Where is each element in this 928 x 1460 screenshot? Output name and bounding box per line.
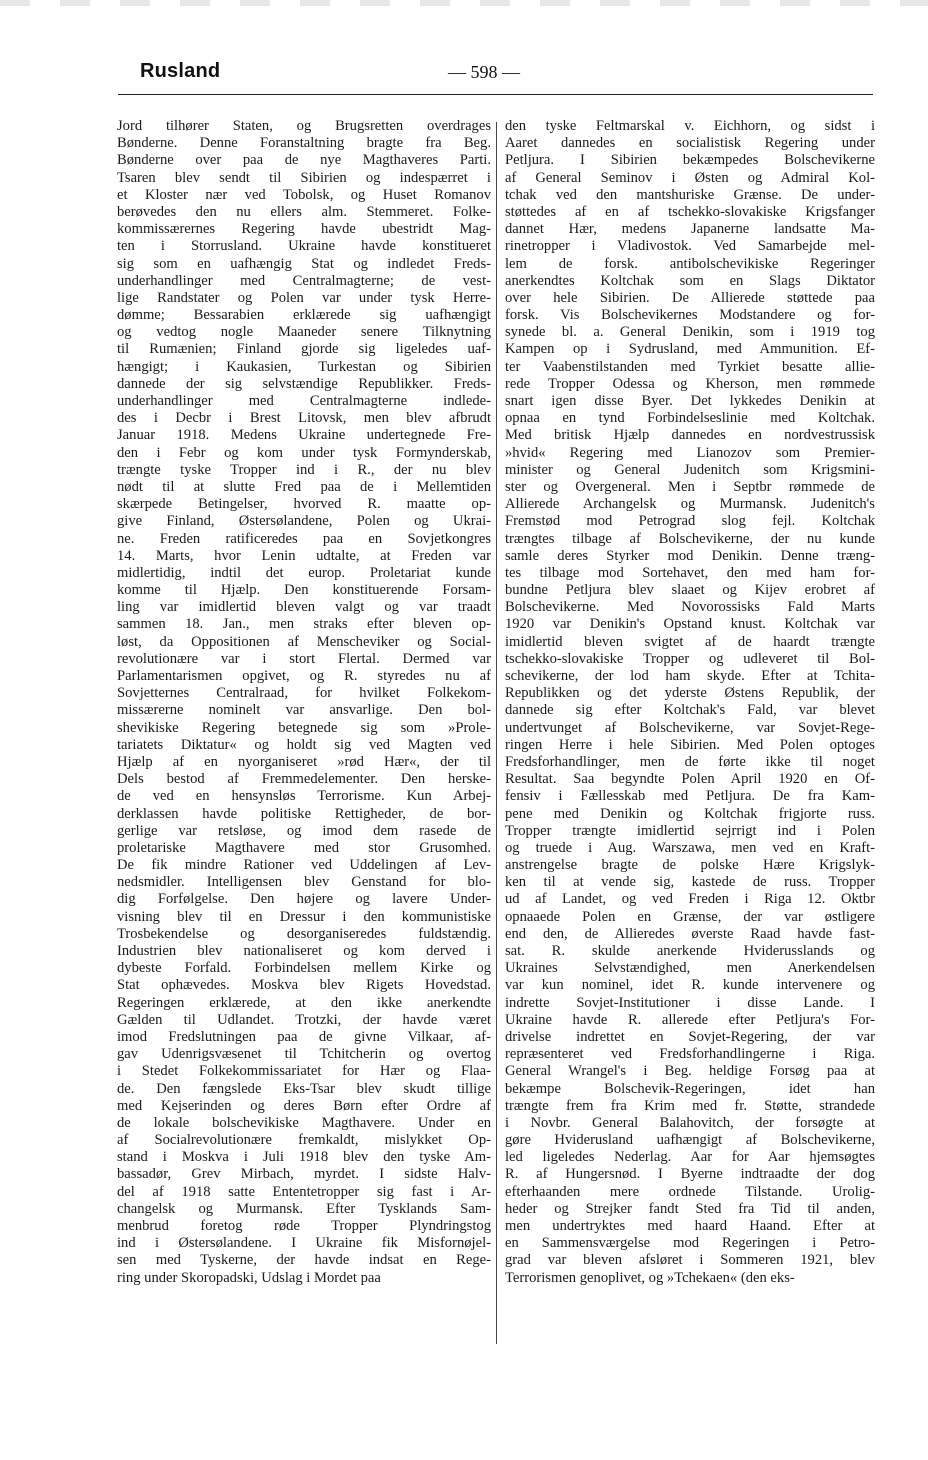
text-line: Tsaren blev sendt til Sibirien og indespærret i: [117, 169, 491, 186]
text-line: tes tilbage mod Sortehavet, den med ham for-: [505, 564, 875, 581]
text-line: ud af Landet, og ved Freden i Riga 12. Oktbr: [505, 891, 875, 908]
text-line: og vedtog nogle Maaneder senere Tilknytning: [117, 324, 491, 341]
text-line: Industrien blev nationaliseret og kom derved i: [117, 943, 491, 959]
text-line: midlertidig, indtil det europ. Proletariat kunde: [117, 564, 491, 581]
text-line: Med britisk Hjælp dannedes en nordvestrussisk: [505, 427, 875, 444]
text-line: shevikiske Regering betegnede sig som »Prole-: [117, 719, 491, 736]
text-line: de ved en hensynsløs Terrorisme. Kun Arbej-: [117, 788, 491, 805]
text-line: R. af Hungersnød. I Byerne indtraadte der dog: [505, 1166, 875, 1183]
header-rule: [118, 94, 873, 95]
text-line: del af 1918 satte Ententetropper sig fast i Ar-: [117, 1183, 491, 1200]
text-line: end den, de Allieredes øverste Raad havde fast-: [505, 925, 875, 942]
text-line: Ukraine havde R. allerede efter Petljura's For-: [505, 1011, 875, 1028]
text-line: Ukraines Selvstændighed, men Anerkendelsen: [505, 960, 875, 977]
text-line: bassadør, Grev Mirbach, myrdet. I sidste Halv-: [117, 1166, 491, 1183]
text-line: dannet Hær, medens Japanerne landsatte Ma-: [505, 221, 875, 238]
text-line: bekæmpe Bolschevik-Regeringen, idet han: [505, 1080, 875, 1097]
text-line: med Kejserinden og deres Børn efter Ordre af: [117, 1097, 491, 1114]
text-line: tschekko-slovakiske Tropper og udleveret til Bol-: [505, 650, 875, 667]
text-line: synede bl. a. General Denikin, som i 1919 tog: [505, 324, 875, 341]
text-line: »hvid« Regering med Lianozov som Premier-: [505, 444, 875, 461]
text-line: heder og Strejker fandt Sted fra Tid til anden,: [505, 1200, 875, 1217]
right-text-column: [505, 118, 875, 1287]
text-line: støttedes af en af tschekko-slovakiske Krigsfanger: [505, 203, 875, 220]
text-line: Petljura. I Sibirien bekæmpedes Bolschevikerne: [505, 152, 875, 169]
text-line: Jord tilhører Staten, og Brugsretten overdrages: [117, 118, 491, 134]
text-line: sammen 18. Jan., men straks efter bleven op-: [117, 616, 491, 633]
text-line: ind i Østersølandene. I Ukraine fik Misfornøjel-: [117, 1235, 491, 1252]
text-line: Januar 1918. Medens Ukraine undertegnede Fre-: [117, 427, 491, 444]
text-line: missærerne nominelt var ansvarlige. Den bol-: [117, 702, 491, 719]
text-line: de. Den fængslede Eks-Tsar blev skudt tillige: [117, 1080, 491, 1097]
text-line: ter Vaabenstilstanden med Tyrkiet besatte allie-: [505, 358, 875, 375]
text-line: trængte frem fra Krim med fr. Støtte, strandede: [505, 1097, 875, 1114]
text-line: Resultat. Saa begyndte Polen April 1920 en Of-: [505, 771, 875, 788]
text-line: hængigt; i Kaukasien, Turkestan og Sibirien: [117, 358, 491, 375]
text-line: snart igen disse Byer. Det lykkedes Denikin at: [505, 393, 875, 409]
text-line: dømme; Bessarabien erklærede sig uafhængigt: [117, 307, 491, 324]
text-line: Bønderne over paa de nye Magthaveres Parti.: [117, 152, 491, 169]
text-line: Hjælp af en nyorganiseret »rød Hær«, der til: [117, 753, 491, 770]
text-line: berøvedes den nu ellers alm. Stemmeret. Folke-: [117, 203, 491, 220]
text-line: ringen Herre i hele Sibirien. Med Polen optoges: [505, 736, 875, 753]
left-text-column: [117, 118, 491, 1287]
text-line: imidlertid bleven svigtet af de haardt trængte: [505, 633, 875, 650]
text-line: Trosbekendelse og desorganiseredes fuldstændig.: [117, 925, 491, 942]
text-line: Regeringen erklærede, at den ikke anerkendte: [117, 994, 491, 1011]
text-line: de lokale bolschevikiske Magthavere. Under en: [117, 1114, 491, 1131]
text-line: 14. Marts, hvor Lenin udtalte, at Freden var: [117, 547, 491, 564]
text-line: Fredsforhandlinger, men de førte ikke til noget: [505, 753, 875, 770]
text-line: give Finland, Østersølandene, Polen og Ukrai-: [117, 513, 491, 530]
text-line: Tropper trængte imidlertid sejrrigt ind i Polen: [505, 822, 875, 839]
text-line: revolutionære var i stort Flertal. Dermed var: [117, 650, 491, 667]
text-line: stand i Moskva i Juli 1918 blev den tyske Am-: [117, 1149, 491, 1166]
text-line: ken til at vende sig, kastede de russ. Tropper: [505, 874, 875, 891]
text-line: den tyske Feltmarskal v. Eichhorn, og sidst i: [505, 118, 875, 134]
text-line: opnaaede Polen en Grænse, der var østligere: [505, 908, 875, 925]
text-line: Allierede Archangelsk og Murmansk. Judenitch's: [505, 496, 875, 513]
text-line: proletariske Magthavere med stor Grusomhed.: [117, 839, 491, 856]
page-header: [118, 58, 873, 94]
text-line: dannede sig efter Koltchak's Fald, var blevet: [505, 702, 875, 719]
text-line: kommissærernes Regering havde ubestridt Mag-: [117, 221, 491, 238]
text-line: Fremstød mod Petrograd slog fejl. Koltchak: [505, 513, 875, 530]
text-line: ling var imidlertid bleven valgt og var traadt: [117, 599, 491, 616]
page-number: — 598 —: [448, 62, 520, 82]
text-line: opnaa en tynd Forbindelseslinie med Koltchak.: [505, 410, 875, 427]
text-line: men undertryktes med haard Haand. Efter at: [505, 1218, 875, 1234]
text-line: dybeste Forfald. Forbindelsen mellem Kirke og: [117, 960, 491, 977]
text-line: bundne Petljura blev slaaet og Kijev erobret af: [505, 582, 875, 599]
text-line: i Novbr. General Balahovitch, der forsøgte at: [505, 1114, 875, 1131]
text-line: dig Forfølgelse. Den højere og lavere Under-: [117, 891, 491, 908]
text-line: ne. Freden ratificeredes paa en Sovjetkongres: [117, 530, 491, 547]
text-line: skærpede Betingelser, hvorved R. maatte op-: [117, 496, 491, 513]
text-line: undertvunget af Bolschevikerne, var Sovjet-Rege-: [505, 719, 875, 736]
text-line: trængtes tilbage af Bolschevikerne, der nu kunde: [505, 530, 875, 547]
text-line: og truede i Aug. Warszawa, men ved en Kraft-: [505, 839, 875, 856]
text-line: Dels bestod af Fremmedelementer. Den herske-: [117, 771, 491, 788]
text-line: Parlamentarismen opgivet, og R. styredes nu af: [117, 668, 491, 684]
text-line: minister og General Judenitch som Krigsmini-: [505, 461, 875, 478]
text-line: trængte tyske Tropper ind i R., der nu blev: [117, 461, 491, 478]
text-line: Stat ophævedes. Moskva blev Rigets Hovedstad.: [117, 977, 491, 994]
text-line: af Socialrevolutionære fremkaldt, mislykket Op-: [117, 1132, 491, 1149]
text-line: Kampen op i Sydrusland, med Ammunition. Ef-: [505, 341, 875, 358]
text-line: var kun nominel, idet R. kunde intervenere og: [505, 977, 875, 994]
text-line: nedsmidler. Intelligensen blev Genstand for blo-: [117, 874, 491, 891]
text-line: den i Febr og kom under tysk Formynderskab,: [117, 444, 491, 461]
text-line: drivelse indrettet en Sovjet-Regering, der var: [505, 1028, 875, 1045]
scan-edge-artifact: [0, 0, 928, 6]
text-line: ring under Skoropadski, Udslag i Mordet paa: [117, 1269, 381, 1286]
text-line: et Kloster nær ved Tobolsk, og Huset Romanov: [117, 186, 491, 203]
text-line: forsk. Vis Bolschevikernes Modstandere og for-: [505, 307, 875, 324]
text-line: imod Fredslutningen paa de givne Vilkaar, af-: [117, 1028, 491, 1045]
text-line: tariatets Diktatur« og holdt sig ved Magten ved: [117, 736, 491, 753]
text-line: Aaret dannedes en socialistisk Regering under: [505, 135, 875, 152]
text-line: ten i Storrusland. Ukraine havde konstitueret: [117, 238, 491, 255]
text-line: Republikken og det yderste Østens Republik, der: [505, 685, 875, 702]
text-line: lige Randstater og Polen var under tysk Herre-: [117, 289, 491, 306]
text-line: komme til Hjælp. Den konstituerende Forsam-: [117, 582, 491, 599]
text-line: changelsk og Murmansk. Efter Tysklands Sam-: [117, 1200, 491, 1217]
column-divider: [496, 122, 497, 1344]
text-line: anstrengelse bragte de polske Hære Krigslyk-: [505, 857, 875, 874]
text-line: af General Seminov i Østen og Admiral Kol-: [505, 169, 875, 186]
text-line: nødt til at slutte Fred paa de i Mellemtiden: [117, 478, 491, 495]
text-line: ster og Overgeneral. Men i Septbr rømmede de: [505, 478, 875, 495]
text-line: sig som en uafhængig Stat og indledet Freds-: [117, 255, 491, 272]
text-line: Sovjetternes Centralraad, for hvilket Folkekom-: [117, 685, 491, 702]
text-line: gøre Hviderusland uafhængigt af Bolschevikerne,: [505, 1132, 875, 1149]
text-line: 1920 var Denikin's Opstand knust. Koltchak var: [505, 616, 875, 633]
text-line: sen med Tyskerne, der havde indsat en Rege-: [117, 1252, 491, 1269]
text-line: derklassen havde politiske Rettigheder, de bor-: [117, 805, 491, 822]
text-line: gerlige var retsløse, og imod dem rasede de: [117, 822, 491, 839]
text-line: Bønderne. Denne Foranstaltning bragte fra Beg.: [117, 135, 491, 152]
text-line: rede Tropper Odessa og Kherson, men rømmede: [505, 375, 875, 392]
text-line: i Stedet Folkekommissariatet for Hær og Flaa-: [117, 1063, 491, 1080]
text-line: sat. R. skulde anerkende Hviderusslands og: [505, 943, 875, 959]
text-line: des i Decbr i Brest Litovsk, men blev afbrudt: [117, 410, 491, 427]
text-line: lem de forsk. antibolschevikiske Regeringer: [505, 255, 875, 272]
text-line: underhandlinger med Centralmagterne; de vest-: [117, 272, 491, 289]
text-line: De fik mindre Rationer ved Uddelingen af Lev-: [117, 857, 491, 874]
text-line: Terrorismen genoplivet, og »Tchekaen« (den eks-: [505, 1269, 795, 1286]
text-line: indrette Sovjet-Institutioner i disse Lande. I: [505, 994, 875, 1011]
text-line: over hele Sibirien. De Allierede støttede paa: [505, 289, 875, 306]
text-line: fensiv i Fællesskab med Petljura. De fra Kam-: [505, 788, 875, 805]
text-line: led ligeledes Nederlag. Aar for Aar hjemsøgtes: [505, 1149, 875, 1166]
text-line: repræsenteret ved Fredsforhandlingerne i Riga.: [505, 1046, 875, 1063]
text-line: til Rumænien; Finland gjorde sig ligeledes uaf-: [117, 341, 491, 358]
text-line: efterhaanden mere ordnede Tilstande. Urolig-: [505, 1183, 875, 1200]
text-line: løst, da Oppositionen af Menscheviker og Social-: [117, 633, 491, 650]
text-line: visning blev til en Dressur i den kommunistiske: [117, 908, 491, 925]
text-line: pene med Denikin og Koltchak frigjorte russ.: [505, 805, 875, 822]
text-line: General Wrangel's i Beg. heldige Forsøg paa at: [505, 1063, 875, 1080]
text-line: anerkendtes Koltchak som en Slags Diktator: [505, 272, 875, 289]
text-line: Bolschevikerne. Med Novorossisks Fald Marts: [505, 599, 875, 616]
text-line: dannede der sig selvstændige Republikker. Freds-: [117, 375, 491, 392]
text-line: schevikerne, der lod ham skyde. Efter at Tchita-: [505, 668, 875, 684]
text-line: tchak ved den mantshuriske Grænse. De under-: [505, 186, 875, 203]
text-line: gav Udenrigsvæsenet til Tchitcherin og overtog: [117, 1046, 491, 1063]
text-line: underhandlinger med Centralmagterne indlede-: [117, 393, 491, 409]
text-line: Gælden til Udlandet. Trotzki, der havde været: [117, 1011, 491, 1028]
text-line: en Sammensværgelse mod Regeringen i Petro-: [505, 1235, 875, 1252]
text-line: samle deres Styrker mod Denikin. Denne træng-: [505, 547, 875, 564]
text-line: rinetropper i Vladivostok. Ved Samarbejde mel-: [505, 238, 875, 255]
running-head: Rusland: [140, 60, 221, 82]
text-line: grad var bleven afsløret i Sommeren 1921, blev: [505, 1252, 875, 1269]
text-line: menbrud foretog røde Tropper Plyndringstog: [117, 1218, 491, 1234]
